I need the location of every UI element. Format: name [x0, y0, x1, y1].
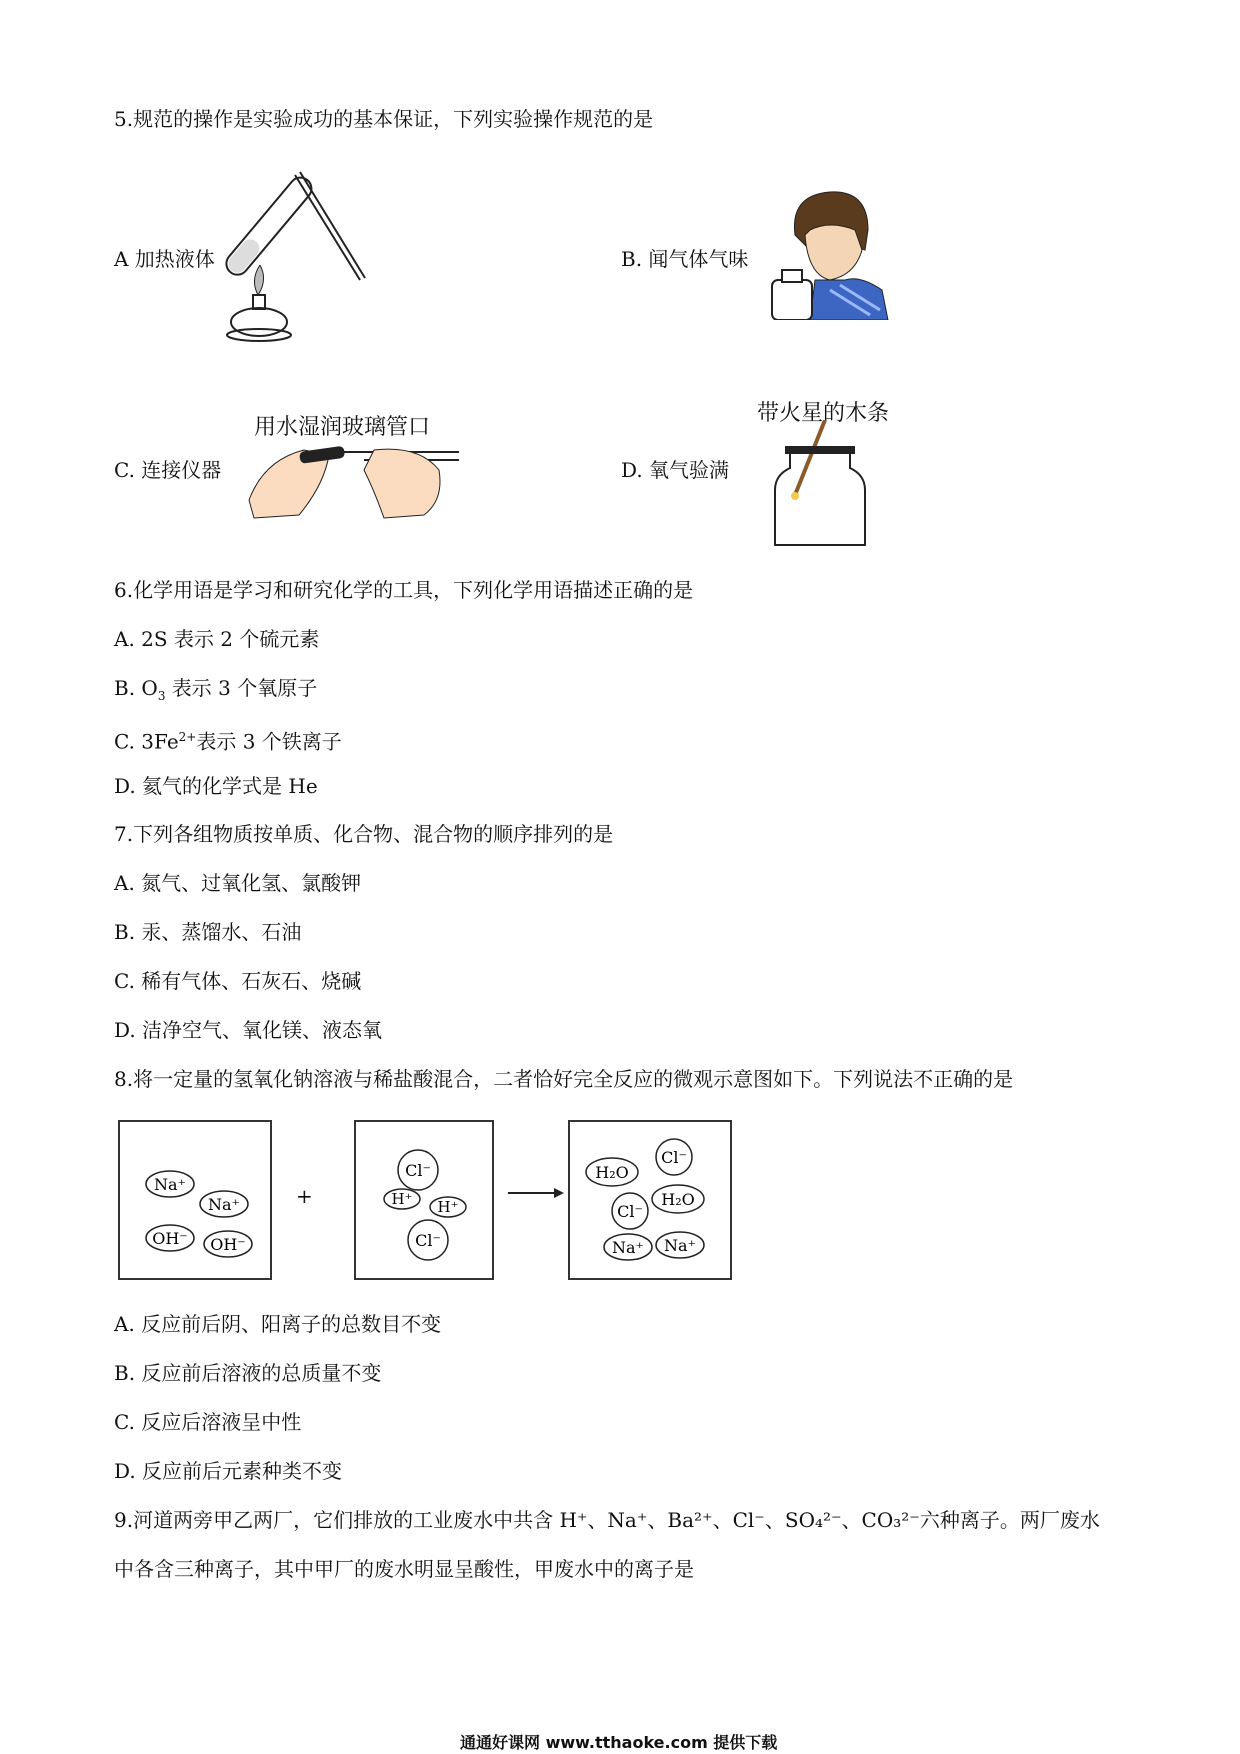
- ion-label: Na⁺: [208, 1195, 240, 1214]
- q6-option-a: A. 2S 表示 2 个硫元素: [114, 627, 320, 651]
- q5-option-b: B. 闻气体气味: [621, 247, 749, 271]
- ion-label: Na⁺: [612, 1238, 644, 1257]
- box-products: [568, 1120, 732, 1280]
- molecule-label: H₂O: [595, 1163, 629, 1182]
- q8-option-d: D. 反应前后元素种类不变: [114, 1459, 343, 1483]
- q8-option-b: B. 反应前后溶液的总质量不变: [114, 1361, 382, 1385]
- connecting-apparatus-illustration: [244, 440, 464, 520]
- q9-stem-line1: 9.河道两旁甲乙两厂，它们排放的工业废水中共含 H⁺、Na⁺、Ba²⁺、Cl⁻、SO₄²⁻、CO₃²⁻六种离子。两厂废水: [114, 1508, 1100, 1532]
- plus-sign: +: [296, 1184, 313, 1208]
- ion-label: OH⁻: [152, 1229, 188, 1248]
- molecule-label: H₂O: [661, 1190, 695, 1209]
- oxygen-test-illustration: [765, 420, 875, 550]
- q8-stem: 8.将一定量的氢氧化钠溶液与稀盐酸混合，二者恰好完全反应的微观示意图如下。下列说法不正确的是: [114, 1067, 1014, 1091]
- q7-option-b: B. 汞、蒸馏水、石油: [114, 920, 302, 944]
- q7-option-a: A. 氮气、过氧化氢、氯酸钾: [114, 871, 362, 895]
- arrow-icon: [506, 1186, 566, 1200]
- q6-stem: 6.化学用语是学习和研究化学的工具，下列化学用语描述正确的是: [114, 578, 694, 602]
- heating-liquid-illustration: [220, 170, 410, 350]
- q5-option-d-caption: 带火星的木条: [757, 401, 890, 426]
- ion-label: H⁺: [437, 1198, 459, 1216]
- q5-option-d: D. 氧气验满: [621, 458, 730, 482]
- q8-option-a: A. 反应前后阴、阳离子的总数目不变: [114, 1312, 442, 1336]
- q9-stem-line2: 中各含三种离子，其中甲厂的废水明显呈酸性，甲废水中的离子是: [114, 1557, 694, 1581]
- q7-stem: 7.下列各组物质按单质、化合物、混合物的顺序排列的是: [114, 822, 614, 846]
- q7-option-d: D. 洁净空气、氧化镁、液态氧: [114, 1018, 383, 1042]
- box-naoh: [118, 1120, 272, 1280]
- q5-stem: 5.规范的操作是实验成功的基本保证，下列实验操作规范的是: [114, 107, 654, 131]
- reaction-diagram: [118, 1120, 738, 1280]
- box-hcl: [354, 1120, 494, 1280]
- ion-label: OH⁻: [210, 1235, 246, 1254]
- ion-label: Cl⁻: [661, 1148, 687, 1167]
- ion-label: Na⁺: [664, 1236, 696, 1255]
- ion-label: Cl⁻: [405, 1161, 431, 1180]
- ion-label: H⁺: [391, 1190, 413, 1208]
- q7-option-c: C. 稀有气体、石灰石、烧碱: [114, 969, 362, 993]
- q6-option-b: B. $O_3$ 表示 3 个氧原子: [114, 676, 318, 703]
- q5-option-c: C. 连接仪器: [114, 458, 222, 482]
- smelling-gas-illustration: [770, 180, 890, 320]
- ion-label: Cl⁻: [415, 1231, 441, 1250]
- q8-option-c: C. 反应后溶液呈中性: [114, 1410, 302, 1434]
- q6-option-d: D. 氦气的化学式是 He: [114, 774, 318, 798]
- page-footer: 通通好课网 www.tthaoke.com 提供下载: [460, 1733, 778, 1752]
- q5-option-c-caption: 用水湿润玻璃管口: [254, 415, 431, 440]
- q6-option-c: C. $3Fe^{2+}$表示 3 个铁离子: [114, 729, 342, 754]
- ion-label: Na⁺: [154, 1175, 186, 1194]
- q5-option-a: A 加热液体: [114, 247, 215, 271]
- ion-label: Cl⁻: [617, 1202, 643, 1221]
